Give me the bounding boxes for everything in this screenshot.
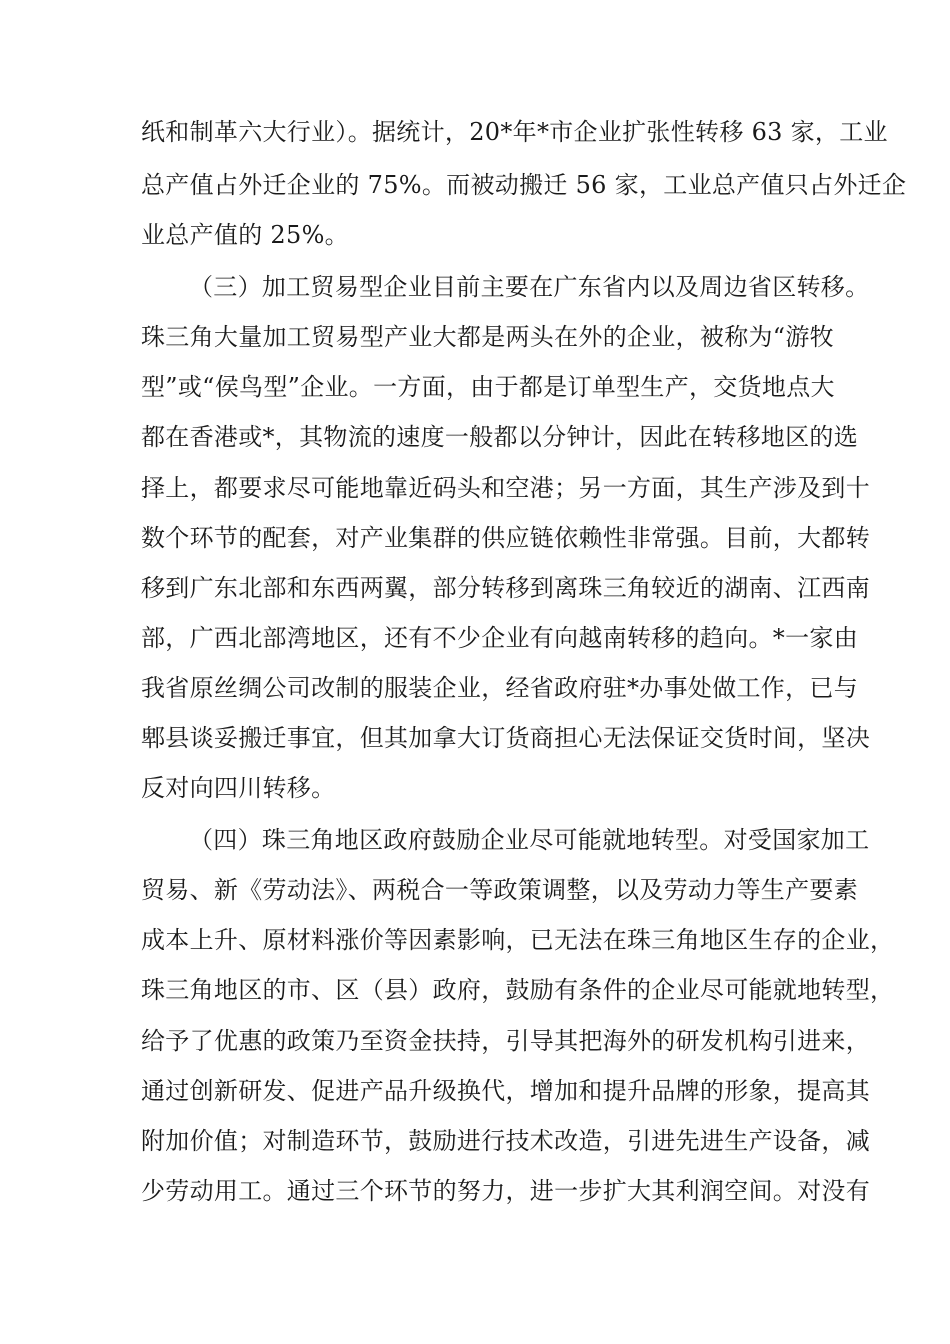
text-line: 数个环节的配套，对产业集群的供应链依赖性非常强。目前，大都转 (141, 524, 870, 552)
text-line: 少劳动用工。通过三个环节的努力，进一步扩大其利润空间。对没有 (141, 1177, 870, 1205)
text-line: 反对向四川转移。 (141, 774, 336, 802)
text-line: 业总产值的 25%。 (141, 221, 349, 249)
text-line: 总产值占外迁企业的 75%。而被动搬迁 56 家，工业总产值只占外迁企 (141, 171, 907, 199)
text-line: 部，广西北部湾地区，还有不少企业有向越南转移的趋向。*一家由 (141, 624, 858, 652)
text-line: 型”或“侯鸟型”企业。一方面，由于都是订单型生产，交货地点大 (141, 373, 835, 401)
text-line: 我省原丝绸公司改制的服装企业，经省政府驻*办事处做工作，已与 (141, 674, 858, 702)
text-line: 通过创新研发、促进产品升级换代，增加和提升品牌的形象，提高其 (141, 1077, 870, 1105)
text-line: 成本上升、原材料涨价等因素影响，已无法在珠三角地区生存的企业， (141, 926, 895, 954)
section-heading-3: （三）加工贸易型企业目前主要在广东省内以及周边省区转移。 (189, 273, 870, 301)
text-line: 都在香港或*，其物流的速度一般都以分钟计，因此在转移地区的选 (141, 423, 858, 451)
section-heading-4: （四）珠三角地区政府鼓励企业尽可能就地转型。对受国家加工 (189, 826, 870, 854)
text-line: 纸和制革六大行业）。据统计，20*年*市企业扩张性转移 63 家，工业 (141, 118, 888, 146)
text-line: 珠三角地区的市、区（县）政府，鼓励有条件的企业尽可能就地转型， (141, 976, 895, 1004)
text-line: 给予了优惠的政策乃至资金扶持，引导其把海外的研发机构引进来， (141, 1027, 870, 1055)
text-line: 贸易、新《劳动法》、两税合一等政策调整，以及劳动力等生产要素 (141, 876, 858, 904)
text-line: 郫县谈妥搬迁事宜，但其加拿大订货商担心无法保证交货时间，坚决 (141, 724, 870, 752)
text-line: 附加价值；对制造环节，鼓励进行技术改造，引进先进生产设备，减 (141, 1127, 870, 1155)
text-line: 移到广东北部和东西两翼，部分转移到离珠三角较近的湖南、江西南 (141, 574, 870, 602)
text-line: 珠三角大量加工贸易型产业大都是两头在外的企业，被称为“游牧 (141, 323, 834, 351)
text-line: 择上，都要求尽可能地靠近码头和空港；另一方面，其生产涉及到十 (141, 474, 870, 502)
